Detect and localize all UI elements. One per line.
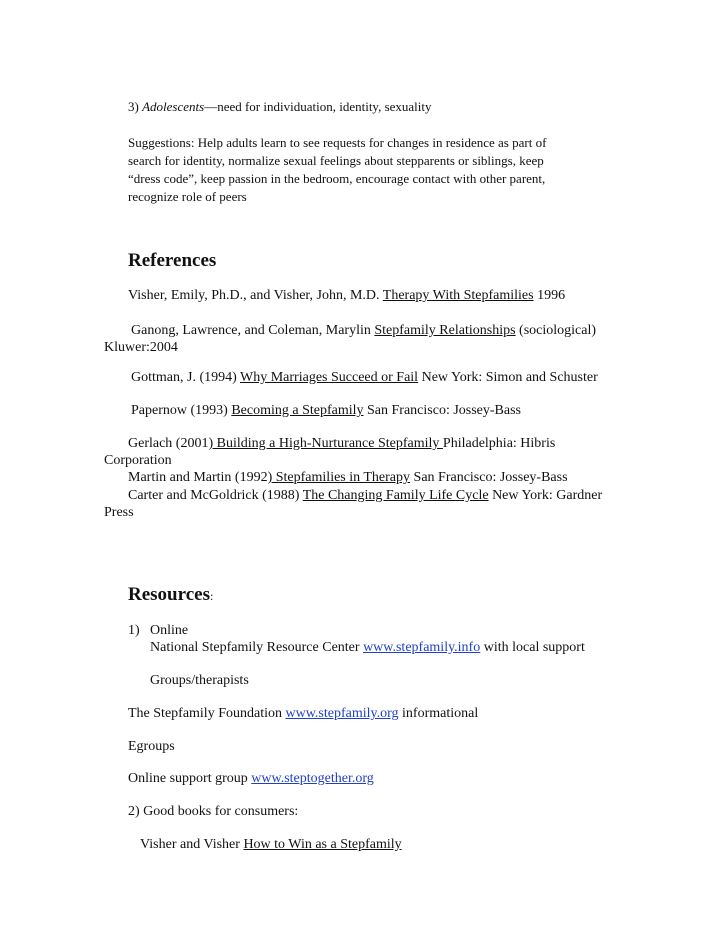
reference-author: Martin and Martin (1992 <box>128 470 268 485</box>
foundation-link[interactable]: www.stepfamily.org <box>285 706 399 721</box>
reference-author: Gottman, J. (1994) <box>131 370 241 385</box>
reference-publisher: 1996 <box>533 288 566 303</box>
reference-title: ) Stepfamilies in Therapy <box>267 470 411 485</box>
egroups: Egroups <box>128 739 175 754</box>
reference-author: Papernow (1993) <box>131 403 232 418</box>
reference-item <box>131 402 521 420</box>
reference-item <box>128 469 568 487</box>
reference-continuation: Kluwer:2004 <box>104 340 178 355</box>
reference-title: Therapy With Stepfamilies <box>382 288 534 303</box>
nsrc-suffix: with local support <box>480 640 585 655</box>
book-author: Visher and Visher <box>140 837 244 852</box>
online-number: 1) <box>128 623 140 638</box>
adolescents-prefix: 3) <box>128 99 143 114</box>
online-label: Online <box>150 623 189 638</box>
foundation-suffix: informational <box>398 706 479 721</box>
reference-title: The Changing Family Life Cycle <box>302 488 489 503</box>
suggestions-line-4: recognize role of peers <box>128 189 247 204</box>
reference-item <box>128 435 555 453</box>
reference-continuation: Press <box>104 505 134 520</box>
online-support-line <box>128 770 374 788</box>
reference-author: Carter and McGoldrick (1988) <box>128 488 303 503</box>
reference-publisher: San Francisco: Jossey-Bass <box>363 403 522 418</box>
suggestions-line-2: search for identity, normalize sexual feelings about stepparents or siblings, keep <box>128 153 544 168</box>
reference-publisher: San Francisco: Jossey-Bass <box>410 470 568 485</box>
references-heading: References <box>128 250 217 271</box>
book-title: How to Win as a Stepfamily <box>243 837 402 852</box>
resources-heading: Resources <box>128 584 210 605</box>
book-line <box>140 836 402 854</box>
groups-therapists: Groups/therapists <box>150 673 249 688</box>
reference-item <box>131 322 596 340</box>
nsrc-line <box>150 639 585 657</box>
reference-title: ) Building a High-Nurturance Stepfamily <box>208 436 443 451</box>
reference-publisher: (sociological) <box>515 323 597 338</box>
foundation-text: The Stepfamily Foundation <box>128 706 286 721</box>
reference-author: Ganong, Lawrence, and Coleman, Marylin <box>131 323 375 338</box>
reference-title: Stepfamily Relationships <box>374 323 516 338</box>
reference-publisher: New York: Simon and Schuster <box>418 370 598 385</box>
reference-publisher: New York: Gardner <box>488 488 603 503</box>
adolescents-rest: —need for individuation, identity, sexuality <box>204 99 432 114</box>
reference-item <box>128 487 602 505</box>
reference-author: Gerlach (2001 <box>128 436 209 451</box>
online-support-link[interactable]: www.steptogether.org <box>251 771 374 786</box>
reference-author: Visher, Emily, Ph.D., and Visher, John, M.D. <box>128 288 383 303</box>
foundation-line <box>128 705 478 723</box>
good-books-heading: 2) Good books for consumers: <box>128 804 299 819</box>
reference-title: Becoming a Stepfamily <box>231 403 364 418</box>
suggestions-line-1: Suggestions: Help adults learn to see requests for changes in residence as part of <box>128 135 547 150</box>
reference-item <box>131 369 598 387</box>
reference-publisher: Philadelphia: Hibris <box>442 436 556 451</box>
nsrc-text: National Stepfamily Resource Center <box>150 640 364 655</box>
resources-heading-line <box>128 586 213 605</box>
resources-colon: : <box>209 589 214 603</box>
reference-title: Why Marriages Succeed or Fail <box>240 370 419 385</box>
adolescents-line <box>128 98 432 116</box>
adolescents-term: Adolescents <box>142 99 205 114</box>
reference-continuation: Corporation <box>104 453 172 468</box>
reference-item <box>128 287 565 305</box>
nsrc-link[interactable]: www.stepfamily.info <box>363 640 481 655</box>
suggestions-line-3: “dress code”, keep passion in the bedroom, encourage contact with other parent, <box>128 171 546 186</box>
online-support-text: Online support group <box>128 771 252 786</box>
